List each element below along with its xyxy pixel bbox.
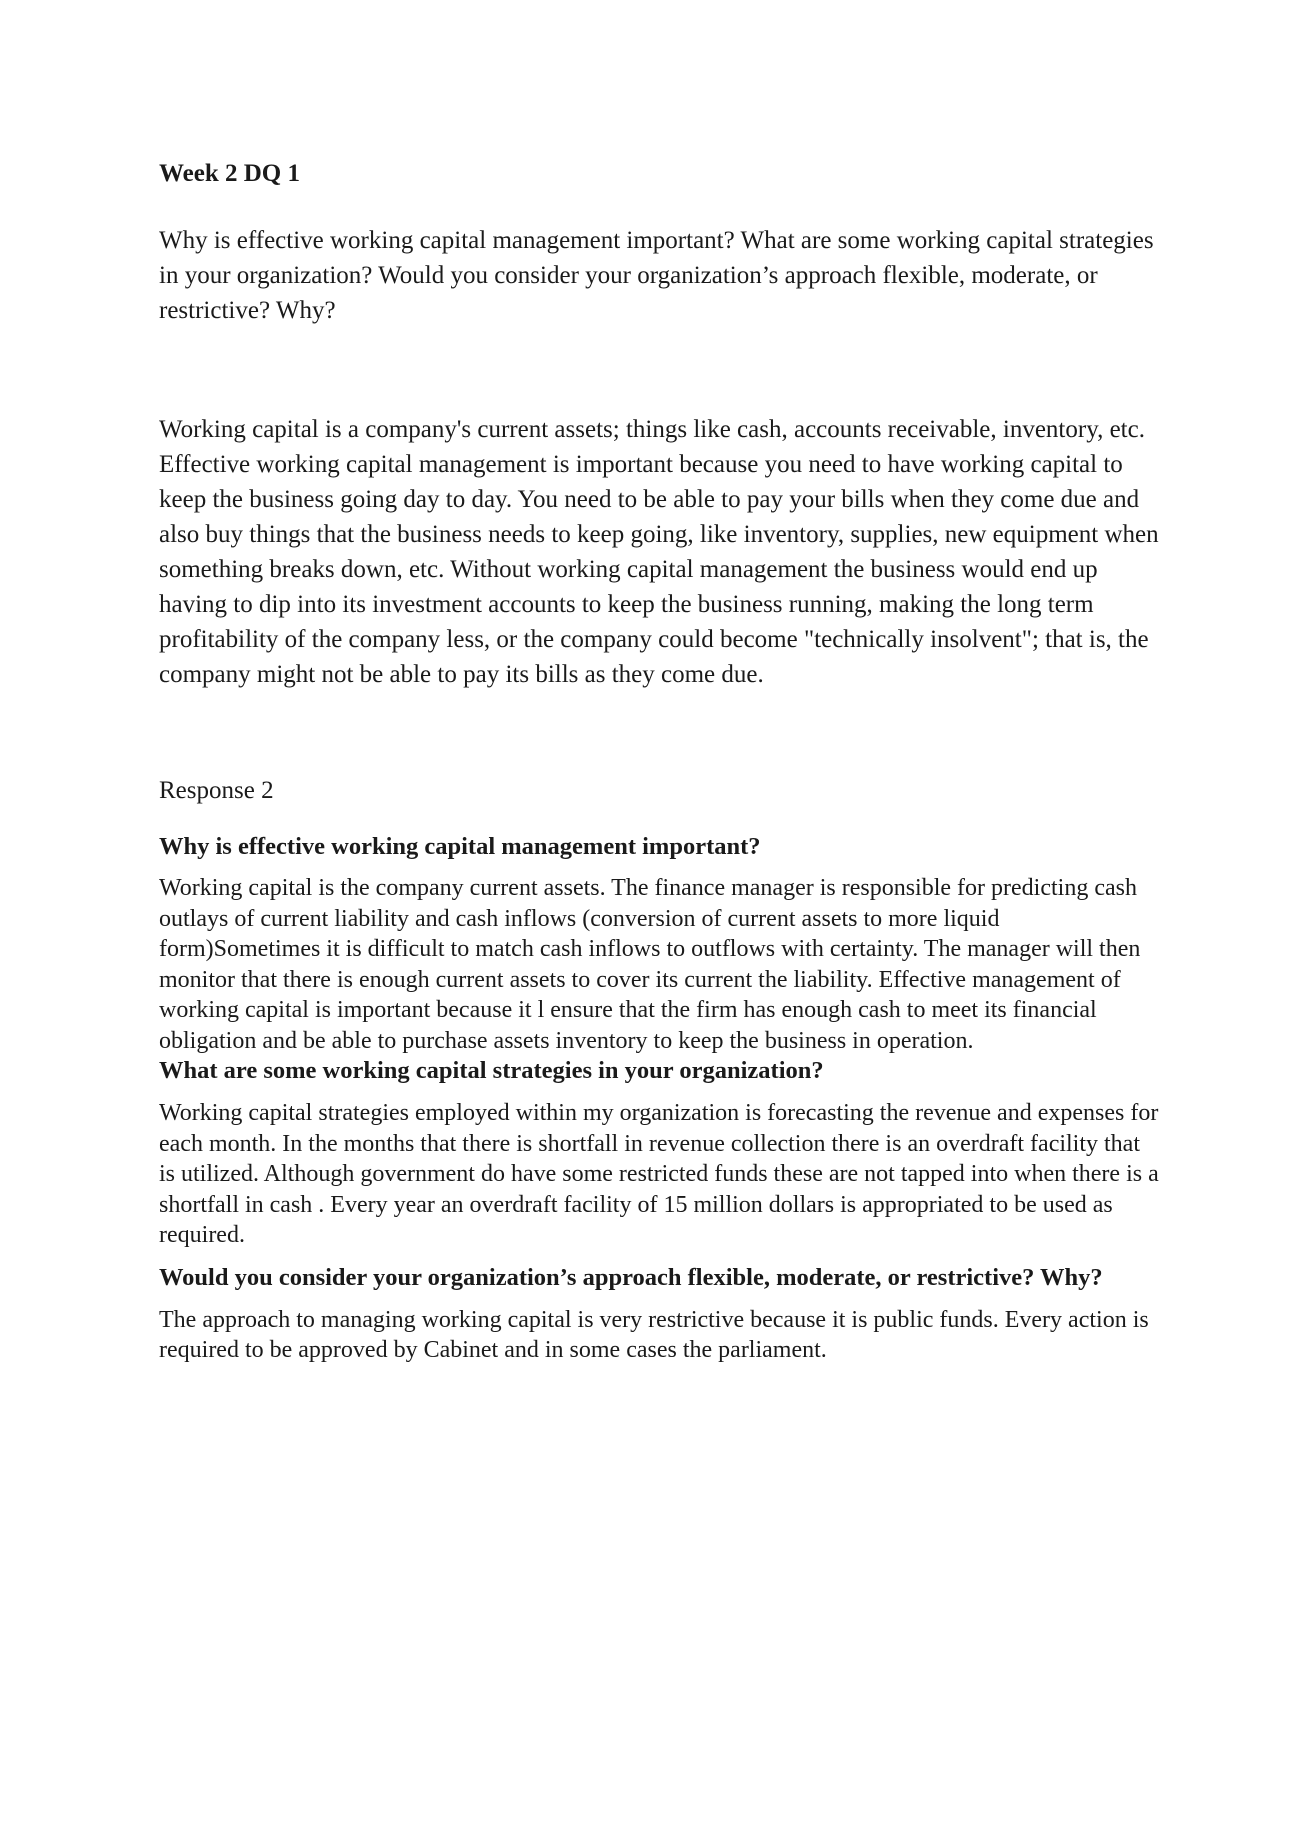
response-2-label: Response 2 xyxy=(159,777,274,804)
document-title: Week 2 DQ 1 xyxy=(159,160,300,187)
response-2-body-strategies: Working capital strategies employed within my organization is forecasting the revenue and expenses for each month. In the months that there is shortfall in revenue collection there is an overdraft facility that is utilized. Although government do have some restricted funds these are not tapped into when there is a shortfall in cash . Every year an overdraft facility of 15 million dollars is appropriated to be used as required. xyxy=(159,1100,1159,1248)
response-2-heading-importance: Why is effective working capital management important? xyxy=(159,833,761,860)
response-2-heading-strategies: What are some working capital strategies in your organization? xyxy=(159,1057,824,1084)
document-content xyxy=(159,158,1159,1366)
response-1-body: Working capital is a company's current assets; things like cash, accounts receivable, inventory, etc. Effective working capital management is important because you need to have working capital to keep the business going day to day. You need to be able to pay your bills when they come due and also buy things that the business needs to keep going, like inventory, supplies, new equipment when something breaks down, etc. Without working capital management the business would end up having to dip into its investment accounts to keep the business running, making the long term profitability of the company less, or the company could become "technically insolvent"; that is, the company might not be able to pay its bills as they come due. xyxy=(159,416,1159,688)
response-2-heading-approach: Would you consider your organization’s approach flexible, moderate, or restrictive? Why? xyxy=(159,1263,1103,1291)
response-2-body-importance: Working capital is the company current assets. The finance manager is responsible for predicting cash outlays of current liability and cash inflows (conversion of current assets to more liquid form)Sometimes it is difficult to match cash inflows to outflows with certainty. The manager will then monitor that there is enough current assets to cover its current the liability. Effective management of working capital is important because it l ensure that the firm has enough cash to meet its financial obligation and be able to purchase assets inventory to keep the business in operation. xyxy=(159,875,1141,1054)
response-2-body-approach: The approach to managing working capital is very restrictive because it is public funds. Every action is required to be approved by Cabinet and in some cases the parliament. xyxy=(159,1306,1149,1363)
discussion-question: Why is effective working capital management important? What are some working capital strategies in your organization? Would you consider your organization’s approach flexible, moderate, or restrictive? Why? xyxy=(159,227,1154,324)
